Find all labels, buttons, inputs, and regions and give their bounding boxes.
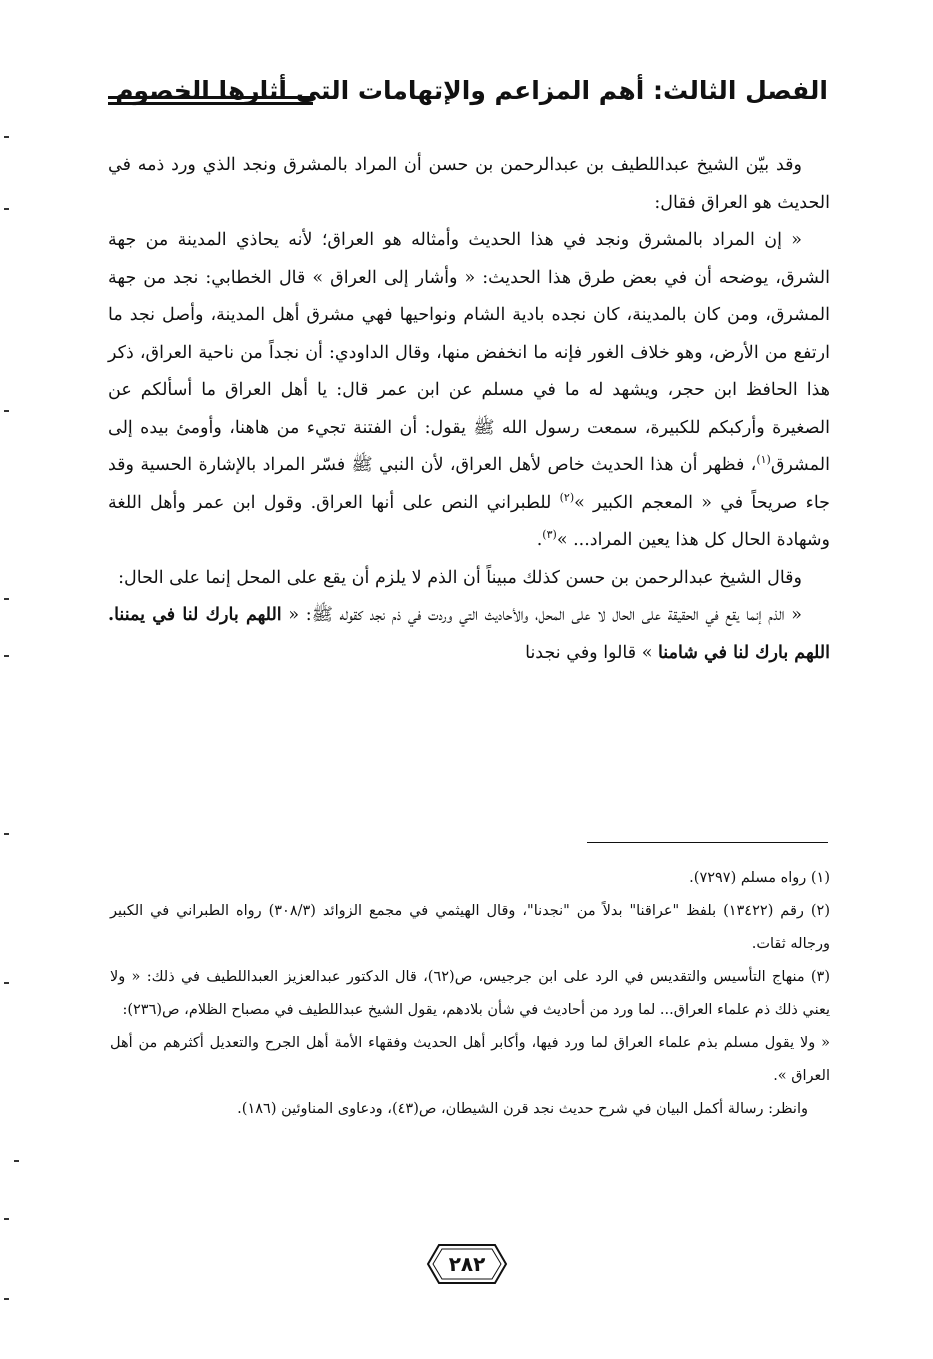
footnote-3: (٣) منهاج التأسيس والتقديس في الرد على ابن جرجيس، ص(٦٢)، قال الدكتور عبدالعزيز العبداللطيف في ذلك: « ولا يعني ذلك ذم علماء العراق... لما ورد من أحاديث في شأن بلادهم، يقول الشيخ عبداللطيف في مصباح الظلام، ص(٢٣٦): [110, 969, 830, 1018]
running-header [108, 74, 828, 114]
page-number-box [425, 1242, 509, 1286]
paragraph-quote-dhamm [108, 597, 830, 672]
margin-mark [4, 982, 9, 984]
footnote-ref-3: (٣) [542, 528, 557, 542]
quote-dhamm-part-2: » قالوا وفي نجدنا [525, 642, 658, 663]
footnote-1: (١) رواه مسلم (٧٢٩٧). [689, 870, 830, 886]
quote-text-part-2: ، فظهر أن هذا الحديث خاص لأهل العراق، لأن النبي ﷺ فسّر المراد بالإشارة الحسية وقد جاء صريحاً في « المعجم الكبير » [108, 455, 830, 513]
header-double-rule [108, 96, 313, 105]
margin-mark [4, 136, 9, 138]
paragraph-intro: وقد بيّن الشيخ عبداللطيف بن عبدالرحمن بن حسن أن المراد بالمشرق ونجد الذي ورد ذمه في الحديث هو العراق فقال: [108, 155, 830, 213]
main-text [108, 147, 830, 672]
margin-mark [4, 410, 9, 412]
margin-mark [4, 1298, 9, 1300]
margin-mark [4, 655, 9, 657]
hadith-text: اللهم بارك لنا في يمننا. اللهم بارك لنا في شامنا [108, 605, 830, 663]
footnote-separator [587, 842, 828, 843]
margin-mark [4, 833, 9, 835]
quote-text-part-1: « إن المراد بالمشرق ونجد في هذا الحديث وأمثاله هو العراق؛ لأنه يحاذي المدينة من جهة الشرق، يوضحه أن في بعض طرق هذا الحديث: « وأشار إلى العراق » قال الخطابي: نجد من جهة المشرق، ومن كان بالمدينة، كان نجده بادية الشام ونواحيها فهي مشرق أهل المدينة، وأصل نجد ما ارتفع من الأرض، وهو خلاف الغور فإنه ما انخفض منها، وقال الداودي: أن نجداً من ناحية العراق، ذكر هذا الحافظ ابن حجر، ويشهد له ما في مسلم عن ابن عمر قال: يا أهل العراق ما أسألكم عن الصغيرة وأركبكم للكبيرة، سمعت رسول الله ﷺ يقول: أن الفتنة تجيء من هاهنا، وأومئ بيده إلى المشرق [108, 230, 830, 475]
paragraph-quote-abdullatif [108, 222, 830, 560]
footnote-3-see-also: وانظر: رسالة أكمل البيان في شرح حديث نجد قرن الشيطان، ص(٤٣)، ودعاوى المناوئين (١٨٦). [237, 1101, 808, 1117]
footnote-ref-1: (١) [756, 453, 771, 467]
footnotes [110, 862, 830, 1126]
margin-mark [14, 1160, 19, 1162]
footnote-ref-2: (٢) [559, 490, 575, 504]
page-number: ٢٨٢ [448, 1252, 486, 1276]
paragraph-abdurrahman: وقال الشيخ عبدالرحمن بن حسن كذلك مبيناً أن الذم لا يلزم أن يقع على المحل إنما على الحال: [118, 567, 802, 588]
footnote-3-quote: « ولا يقول مسلم بذم علماء العراق لما ورد فيها، وأكابر أهل الحديث وفقهاء الأمة أهل الجرح والتعديل أكثرهم من أهل العراق ». [110, 1035, 830, 1084]
margin-mark [4, 598, 9, 600]
margin-mark [4, 208, 9, 210]
footnote-2: (٢) رقم (١٣٤٢٢) بلفظ "عراقنا" بدلاً من "نجدنا"، وقال الهيثمي في مجمع الزوائد (٣٠٨/٣) رواه الطبراني في الكبير ورجاله ثقات. [110, 903, 830, 952]
quote-dhamm-part-1: « الذم إنما يقع في الحقيقة على الحال لا على المحل، والأحاديث التي وردت في ذم نجد كقوله ﷺ: « [281, 605, 802, 625]
chapter-title: الفصل الثالث: أهم المزاعم والإتهامات التي أثارها الخصوم [115, 76, 828, 105]
quote-text-end: . [536, 530, 543, 550]
quote-text-part-3: للطبراني النص على أنها العراق. وقول ابن عمر وأهل اللغة وشهادة الحال كل هذا يعين المراد... » [108, 492, 830, 550]
margin-mark [4, 1218, 9, 1220]
